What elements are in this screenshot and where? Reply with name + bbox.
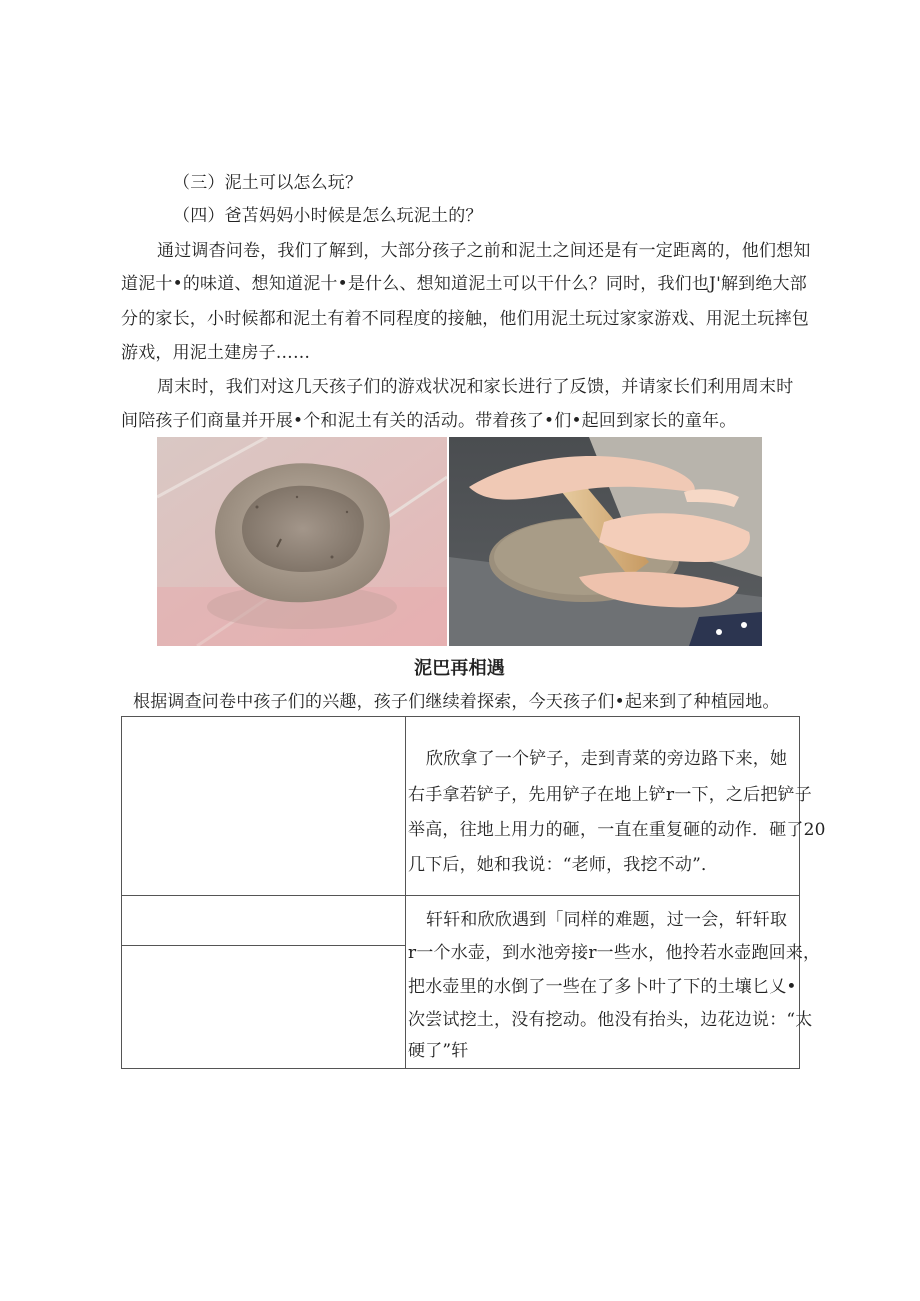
observation-line: 次尝试挖土，没有挖动。他没有抬头，边花边说：“太 (408, 1010, 813, 1030)
section-intro: 根据调查问卷中孩子们的兴趣，孩子们继续着探索，今天孩子们•起来到了种植园地。 (133, 692, 780, 712)
table-cell-photo-3 (122, 946, 406, 1069)
observation-line: 右手拿若铲子，先用铲子在地上铲r一下，之后把铲子 (408, 785, 812, 805)
question-3: （三）泥土可以怎么玩？ (173, 173, 363, 193)
paragraph-line: 周末时，我们对这几天孩子们的游戏状况和家长进行了反馈，并请家长们利用周末时 (157, 377, 794, 397)
table-cell-observation-1 (406, 717, 826, 896)
observation-line: 举高，往地上用力的砸，一直在重复砸的动作．砸了20 (408, 820, 826, 840)
paragraph-line: 道泥十•的味道、想知道泥十•是什么、想知道泥土可以干什么？同时，我们也J'解到绝大部 (121, 274, 807, 294)
observation-line: 欣欣拿了一个铲子，走到青菜的旁边路下来，她 (426, 749, 788, 769)
observation-line: 把水壶里的水倒了一些在了多卜叶了下的土壤匕乂• (408, 977, 797, 997)
observation-line: r一个水壶，到水池旁接r一些水，他拎若水壶跑回来， (408, 943, 821, 963)
table-cell-photo-1 (122, 717, 406, 896)
section-title: 泥巴再相遇 (414, 658, 505, 679)
clay-bowl-photo (157, 437, 447, 646)
observation-line: 几下后，她和我说：“老师，我挖不动”． (408, 855, 719, 875)
paragraph-line: 间陪孩子们商量并开展•个和泥土有关的活动。带着孩了•们•起回到家长的童年。 (121, 411, 737, 431)
table-cell-observation-2 (406, 896, 821, 1069)
observation-line: 硬了”轩 (408, 1041, 469, 1061)
paragraph-line: 游戏，用泥土建房子…… (121, 343, 311, 363)
paragraph-line: 通过调杳问卷，我们了解到，大部分孩子之前和泥土之间还是有一定距离的，他们想知 (157, 241, 811, 261)
paragraph-line: 分的家长，小时候都和泥土有着不同程度的接触，他们用泥土玩过家家游戏、用泥土玩摔包 (121, 309, 809, 329)
observation-table (121, 716, 826, 1069)
observation-line: 轩轩和欣欣遇到「同样的难题，过一会，轩轩取 (426, 910, 788, 930)
rolling-clay-photo (449, 437, 762, 646)
question-4: （四）爸苫妈妈小时候是怎么玩泥土的？ (173, 206, 483, 226)
table-cell-photo-2 (122, 896, 406, 946)
